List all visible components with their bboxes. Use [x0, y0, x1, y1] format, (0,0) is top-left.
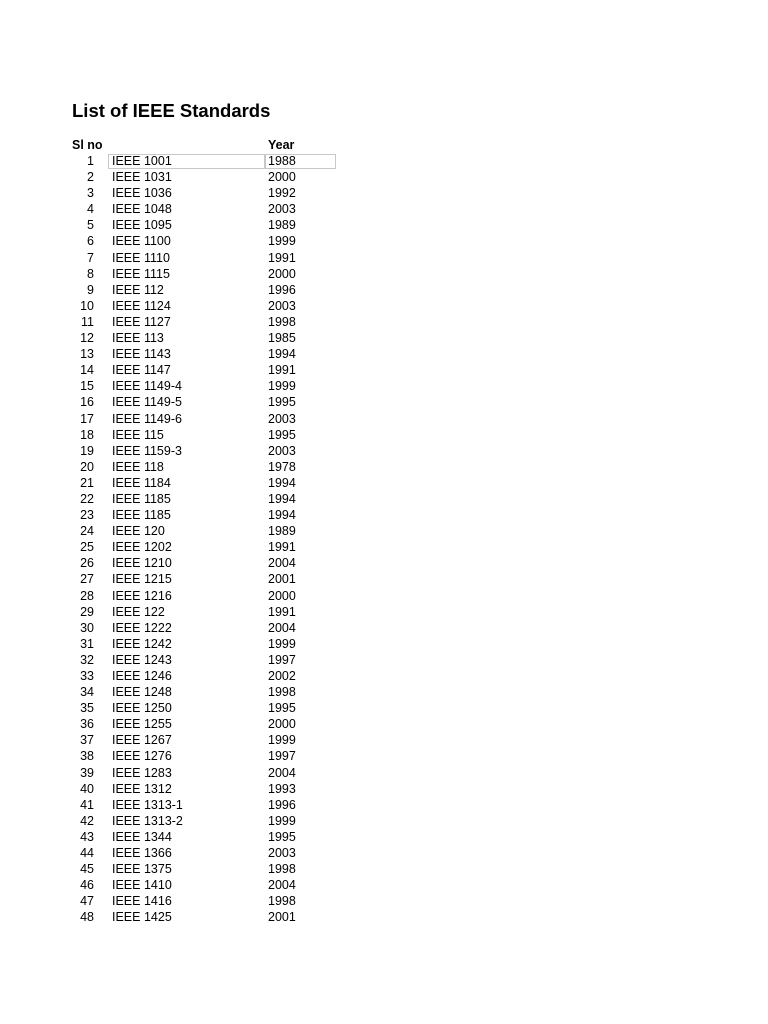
standard-name[interactable]: IEEE 1185 [112, 508, 171, 523]
row-number[interactable]: 1 [87, 154, 94, 168]
standard-name[interactable]: IEEE 1410 [112, 878, 172, 893]
standard-name[interactable]: IEEE 1250 [112, 701, 172, 716]
table-row [0, 491, 768, 507]
standard-name[interactable]: IEEE 1110 [112, 250, 170, 265]
standard-name[interactable]: IEEE 120 [112, 524, 165, 539]
row-number[interactable]: 43 [80, 829, 94, 844]
table-row [0, 298, 768, 314]
table-row [0, 185, 768, 201]
table-row [0, 217, 768, 233]
standard-year[interactable]: 1985 [268, 331, 296, 346]
standard-year[interactable]: 1995 [268, 829, 296, 844]
standard-year[interactable]: 1998 [268, 314, 296, 329]
standard-year[interactable]: 1991 [268, 540, 296, 555]
standard-year[interactable]: 1999 [268, 733, 296, 748]
table-row [0, 652, 768, 668]
standard-year[interactable]: 1999 [268, 379, 296, 394]
standard-year[interactable]: 2000 [268, 170, 296, 185]
table-row [0, 555, 768, 571]
standard-name[interactable]: IEEE 113 [112, 331, 164, 346]
table-row [0, 475, 768, 491]
standard-name[interactable]: IEEE 1242 [112, 636, 172, 651]
row-number[interactable]: 45 [80, 862, 94, 877]
standard-name[interactable]: IEEE 1031 [112, 170, 172, 185]
standard-year[interactable]: 2003 [268, 411, 296, 426]
standard-year[interactable]: 1999 [268, 813, 296, 828]
table-row [0, 459, 768, 475]
row-number[interactable]: 30 [80, 620, 94, 635]
standard-year[interactable]: 1999 [268, 234, 296, 249]
table-row [0, 829, 768, 845]
row-number[interactable]: 18 [80, 427, 94, 442]
table-row [0, 443, 768, 459]
standard-year[interactable]: 1999 [268, 636, 296, 651]
standard-name[interactable]: IEEE 1246 [112, 669, 172, 683]
standard-name[interactable]: IEEE 1143 [112, 347, 171, 362]
row-number[interactable]: 42 [80, 813, 94, 828]
standard-year[interactable]: 1994 [268, 508, 296, 523]
standard-name[interactable]: IEEE 1185 [112, 491, 171, 506]
table-row [0, 620, 768, 636]
table-row [0, 636, 768, 652]
row-number[interactable]: 28 [80, 588, 94, 603]
standard-name[interactable]: IEEE 1048 [112, 202, 172, 217]
standard-year[interactable]: 2000 [268, 588, 296, 603]
table-row [0, 732, 768, 748]
standard-name[interactable]: IEEE 1366 [112, 846, 172, 861]
row-number[interactable]: 35 [80, 701, 94, 716]
table-row [0, 716, 768, 732]
standard-name[interactable]: IEEE 1149-6 [112, 411, 182, 426]
standard-year[interactable]: 2001 [268, 572, 296, 587]
table-header [0, 137, 768, 153]
standard-year[interactable]: 1992 [268, 186, 296, 201]
row-number[interactable]: 33 [80, 669, 94, 683]
table-row [0, 378, 768, 394]
standard-name[interactable]: IEEE 122 [112, 604, 165, 619]
standard-name[interactable]: IEEE 1210 [112, 556, 172, 571]
standard-year[interactable]: 1997 [268, 749, 296, 764]
standard-name[interactable]: IEEE 1036 [112, 186, 172, 201]
row-number[interactable]: 7 [87, 250, 94, 265]
standard-name[interactable]: IEEE 1312 [112, 781, 172, 796]
row-number[interactable]: 15 [80, 379, 94, 394]
standard-year[interactable]: 2004 [268, 765, 296, 780]
table-row [0, 797, 768, 813]
row-number[interactable]: 6 [87, 234, 94, 249]
standard-year[interactable]: 1988 [268, 154, 296, 168]
table-row [0, 346, 768, 362]
standard-name[interactable]: IEEE 118 [112, 459, 164, 474]
standards-table [0, 153, 768, 926]
table-row [0, 507, 768, 523]
standard-year[interactable]: 2003 [268, 298, 296, 313]
standard-name[interactable]: IEEE 1416 [112, 894, 172, 909]
standard-name[interactable]: IEEE 1313-2 [112, 813, 183, 828]
row-number[interactable]: 46 [80, 878, 94, 893]
standard-name[interactable]: IEEE 1216 [112, 588, 172, 603]
standard-year[interactable]: 2004 [268, 878, 296, 893]
table-row [0, 201, 768, 217]
standard-name[interactable]: IEEE 1127 [112, 314, 171, 329]
table-row [0, 748, 768, 764]
row-number[interactable]: 5 [87, 218, 94, 233]
standard-name[interactable]: IEEE 1147 [112, 363, 171, 378]
table-row [0, 330, 768, 346]
table-row [0, 845, 768, 861]
standard-year[interactable]: 2004 [268, 620, 296, 635]
row-number[interactable]: 40 [80, 781, 94, 796]
column-header-slno: Sl no [72, 138, 103, 152]
row-number[interactable]: 38 [80, 749, 94, 764]
standard-name[interactable]: IEEE 1095 [112, 218, 172, 233]
row-number[interactable]: 25 [80, 540, 94, 555]
standard-name[interactable]: IEEE 1255 [112, 717, 172, 732]
row-number[interactable]: 36 [80, 717, 94, 732]
standard-year[interactable]: 1989 [268, 218, 296, 233]
table-row [0, 893, 768, 909]
standard-year[interactable]: 1993 [268, 781, 296, 796]
standard-name[interactable]: IEEE 1149-4 [112, 379, 182, 394]
row-number[interactable]: 8 [87, 266, 94, 281]
table-row [0, 684, 768, 700]
row-number[interactable]: 31 [80, 636, 94, 651]
table-row [0, 523, 768, 539]
table-row [0, 668, 768, 684]
standard-year[interactable]: 2003 [268, 202, 296, 217]
standard-year[interactable]: 2003 [268, 443, 296, 458]
standard-year[interactable]: 2000 [268, 266, 296, 281]
row-number[interactable]: 19 [80, 443, 94, 458]
row-number[interactable]: 13 [80, 347, 94, 362]
standard-name[interactable]: IEEE 1001 [112, 154, 172, 168]
standard-year[interactable]: 1991 [268, 604, 296, 619]
row-number[interactable]: 4 [87, 202, 94, 217]
table-row [0, 588, 768, 604]
table-row [0, 539, 768, 555]
row-number[interactable]: 3 [87, 186, 94, 201]
standard-year[interactable]: 1991 [268, 250, 296, 265]
standard-name[interactable]: IEEE 1375 [112, 862, 172, 877]
standard-name[interactable]: IEEE 115 [112, 427, 164, 442]
standard-name[interactable]: IEEE 1100 [112, 234, 171, 249]
row-number[interactable]: 48 [80, 910, 94, 925]
standard-year[interactable]: 2000 [268, 717, 296, 732]
standard-year[interactable]: 1991 [268, 363, 296, 378]
standard-name[interactable]: IEEE 1202 [112, 540, 172, 555]
standard-year[interactable]: 1995 [268, 395, 296, 410]
standard-name[interactable]: IEEE 1313-1 [112, 797, 183, 812]
standard-year[interactable]: 2004 [268, 556, 296, 571]
row-number[interactable]: 44 [80, 846, 94, 861]
table-row [0, 411, 768, 427]
standard-year[interactable]: 1997 [268, 652, 296, 667]
table-row [0, 909, 768, 925]
page-title: List of IEEE Standards [72, 100, 271, 121]
standard-name[interactable]: IEEE 1276 [112, 749, 172, 764]
standard-name[interactable]: IEEE 112 [112, 282, 164, 297]
standard-name[interactable]: IEEE 1184 [112, 475, 171, 490]
standard-name[interactable]: IEEE 1425 [112, 910, 172, 925]
standard-year[interactable]: 1998 [268, 894, 296, 909]
standard-name[interactable]: IEEE 1344 [112, 829, 172, 844]
standard-year[interactable]: 2001 [268, 910, 296, 925]
standard-name[interactable]: IEEE 1267 [112, 733, 172, 748]
standard-year[interactable]: 1996 [268, 797, 296, 812]
standard-year[interactable]: 2003 [268, 846, 296, 861]
table-row [0, 266, 768, 282]
standard-name[interactable]: IEEE 1243 [112, 652, 172, 667]
table-row [0, 700, 768, 716]
standard-year[interactable]: 1998 [268, 685, 296, 700]
row-number[interactable]: 32 [80, 652, 94, 667]
standard-year[interactable]: 1994 [268, 491, 296, 506]
table-row [0, 362, 768, 378]
table-row [0, 861, 768, 877]
standard-year[interactable]: 2002 [268, 669, 296, 683]
table-row [0, 877, 768, 893]
table-row [0, 765, 768, 781]
standard-name[interactable]: IEEE 1115 [112, 266, 170, 281]
standard-name[interactable]: IEEE 1159-3 [112, 443, 182, 458]
table-row [0, 427, 768, 443]
table-row [0, 813, 768, 829]
standard-year[interactable]: 1994 [268, 475, 296, 490]
table-row [0, 571, 768, 587]
table-row [0, 394, 768, 410]
standard-name[interactable]: IEEE 1222 [112, 620, 172, 635]
row-number[interactable]: 22 [80, 491, 94, 506]
standard-year[interactable]: 1995 [268, 427, 296, 442]
standard-year[interactable]: 1995 [268, 701, 296, 716]
row-number[interactable]: 23 [80, 508, 94, 523]
table-row [0, 604, 768, 620]
row-number[interactable]: 29 [80, 604, 94, 619]
row-number[interactable]: 37 [80, 733, 94, 748]
standard-year[interactable]: 1994 [268, 347, 296, 362]
row-number[interactable]: 27 [80, 572, 94, 587]
standard-name[interactable]: IEEE 1124 [112, 298, 171, 313]
table-row [0, 250, 768, 266]
row-number[interactable]: 16 [80, 395, 94, 410]
row-number[interactable]: 2 [87, 170, 94, 185]
standard-name[interactable]: IEEE 1149-5 [112, 395, 182, 410]
row-number[interactable]: 24 [80, 524, 94, 539]
table-row [0, 282, 768, 298]
row-number[interactable]: 41 [80, 797, 94, 812]
table-row [0, 233, 768, 249]
row-number[interactable]: 17 [80, 411, 94, 426]
standard-name[interactable]: IEEE 1248 [112, 685, 172, 700]
column-header-year: Year [268, 138, 295, 152]
row-number[interactable]: 21 [80, 475, 94, 490]
table-row [0, 169, 768, 185]
row-number[interactable]: 39 [80, 765, 94, 780]
row-number[interactable]: 14 [80, 363, 94, 378]
row-number[interactable]: 20 [80, 459, 94, 474]
row-number[interactable]: 10 [80, 298, 94, 313]
standard-year[interactable]: 1989 [268, 524, 296, 539]
standard-name[interactable]: IEEE 1283 [112, 765, 172, 780]
row-number[interactable]: 47 [80, 894, 94, 909]
row-number[interactable]: 12 [80, 331, 94, 346]
row-number[interactable]: 34 [80, 685, 94, 700]
row-number[interactable]: 9 [87, 282, 94, 297]
standard-year[interactable]: 1978 [268, 459, 296, 474]
standard-name[interactable]: IEEE 1215 [112, 572, 172, 587]
row-number[interactable]: 26 [80, 556, 94, 571]
table-row [0, 314, 768, 330]
table-row [0, 781, 768, 797]
standard-year[interactable]: 1998 [268, 862, 296, 877]
standard-year[interactable]: 1996 [268, 282, 296, 297]
table-row [0, 153, 768, 169]
row-number[interactable]: 11 [81, 314, 94, 329]
